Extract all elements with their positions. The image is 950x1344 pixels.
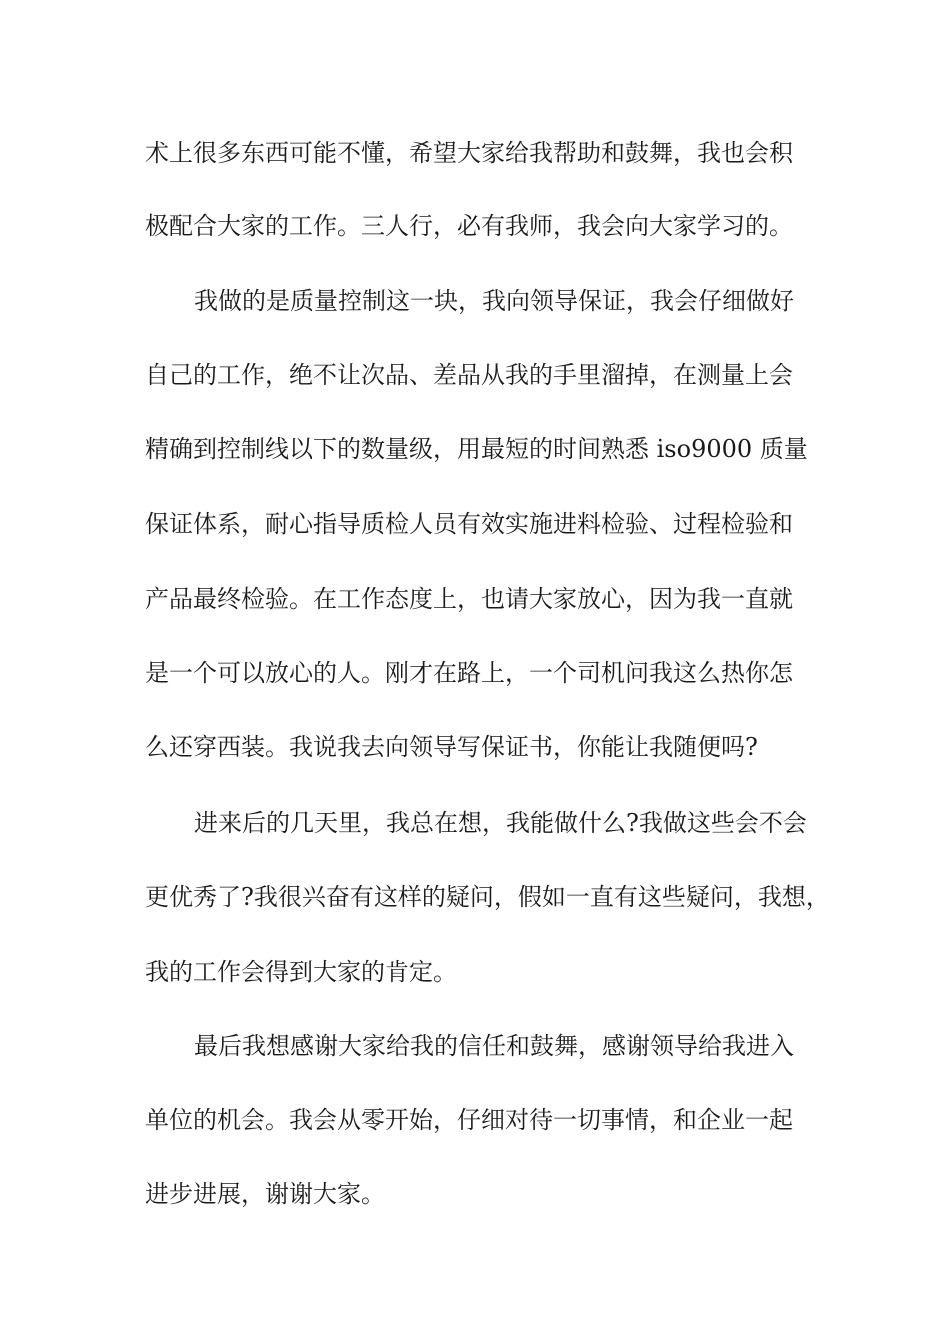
text-line: 我的工作会得到大家的肯定。 [145,958,457,986]
text-line: 是一个可以放心的人。刚才在路上，一个司机问我这么热你怎 [145,659,793,687]
text-line: 进步进展，谢谢大家。 [145,1180,385,1208]
text-line: 更优秀了?我很兴奋有这样的疑问，假如一直有这些疑问，我想， [145,883,830,911]
paragraph-start-line: 进来后的几天里，我总在想，我能做什么?我做这些会不会 [194,809,807,837]
text-line: 保证体系，耐心指导质检人员有效实施进料检验、过程检验和 [145,510,793,538]
paragraph-start-line: 最后我想感谢大家给我的信任和鼓舞，感谢领导给我进入 [194,1032,794,1060]
paragraph-start-line: 我做的是质量控制这一块，我向领导保证，我会仔细做好 [194,287,794,315]
text-line: 极配合大家的工作。三人行，必有我师，我会向大家学习的。 [145,212,793,240]
text-line: 单位的机会。我会从零开始，仔细对待一切事情，和企业一起 [145,1106,793,1134]
text-line: 么还穿西装。我说我去向领导写保证书，你能让我随便吗? [145,733,758,761]
text-line: 精确到控制线以下的数量级，用最短的时间熟悉 iso9000 质量 [145,435,808,463]
text-line: 术上很多东西可能不懂，希望大家给我帮助和鼓舞，我也会积 [145,139,793,167]
text-line: 产品最终检验。在工作态度上，也请大家放心，因为我一直就 [145,585,793,613]
text-line: 自己的工作，绝不让次品、差品从我的手里溜掉，在测量上会 [145,361,793,389]
